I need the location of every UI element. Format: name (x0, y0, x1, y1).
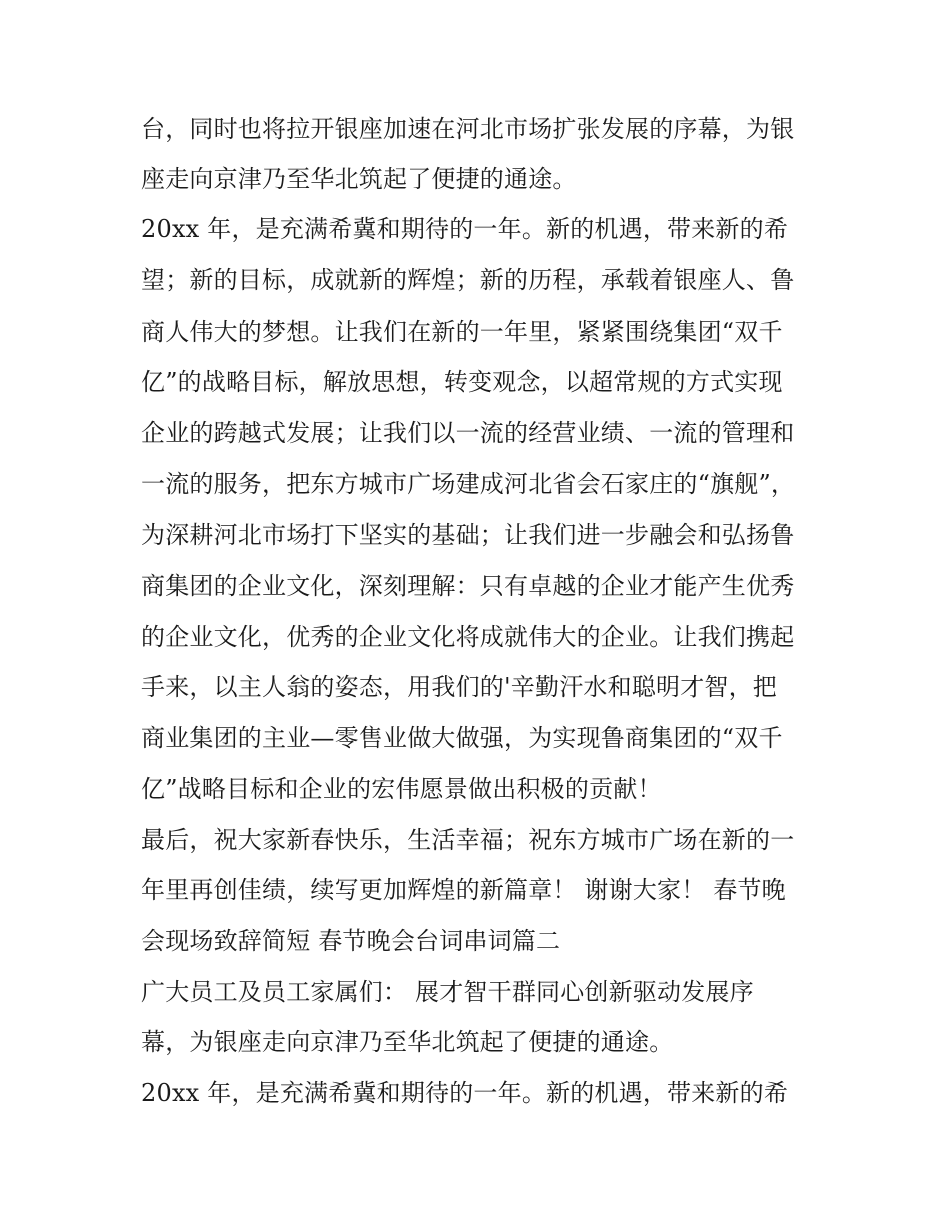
text-line: 望；新的目标，成就新的辉煌；新的历程，承载着银座人、鲁 (141, 266, 795, 294)
text-line: 20xx 年，是充满希冀和期待的一年。新的机遇，带来新的希 (141, 215, 789, 243)
text-line: 20xx 年，是充满希冀和期待的一年。新的机遇，带来新的希 (141, 1079, 789, 1107)
text-line: 广大员工及员工家属们： 展才智干群同心创新驱动发展序 (141, 978, 754, 1006)
text-line: 会现场致辞简短 春节晚会台词串词篇二 (141, 927, 561, 955)
text-line: 幕，为银座走向京津乃至华北筑起了便捷的通途。 (141, 1028, 674, 1056)
text-line: 商人伟大的梦想。让我们在新的一年里，紧紧围绕集团“双千 (141, 318, 783, 346)
text-line: 年里再创佳绩，续写更加辉煌的新篇章！ 谢谢大家！ 春节晚 (141, 876, 786, 904)
text-line: 亿”战略目标和企业的宏伟愿景做出积极的贡献！ (141, 775, 662, 803)
text-line: 商业集团的主业—零售业做大做强，为实现鲁商集团的“双千 (141, 724, 783, 752)
text-line: 一流的服务，把东方城市广场建成河北省会石家庄的“旗舰”， (141, 470, 796, 498)
text-line: 的企业文化，优秀的企业文化将成就伟大的企业。让我们携起 (141, 623, 795, 651)
text-line: 商集团的企业文化，深刻理解：只有卓越的企业才能产生优秀 (141, 572, 795, 600)
text-line: 手来，以主人翁的姿态，用我们的'辛勤汗水和聪明才智，把 (141, 673, 777, 701)
text-line: 台，同时也将拉开银座加速在河北市场扩张发展的序幕，为银 (141, 115, 795, 143)
text-line: 座走向京津乃至华北筑起了便捷的通途。 (141, 165, 577, 193)
text-line: 企业的跨越式发展；让我们以一流的经营业绩、一流的管理和 (141, 419, 795, 447)
text-line: 亿”的战略目标，解放思想，转变观念，以超常规的方式实现 (141, 368, 783, 396)
text-line: 最后，祝大家新春快乐，生活幸福；祝东方城市广场在新的一 (141, 826, 795, 854)
text-line: 为深耕河北市场打下坚实的基础；让我们进一步融会和弘扬鲁 (141, 521, 795, 549)
